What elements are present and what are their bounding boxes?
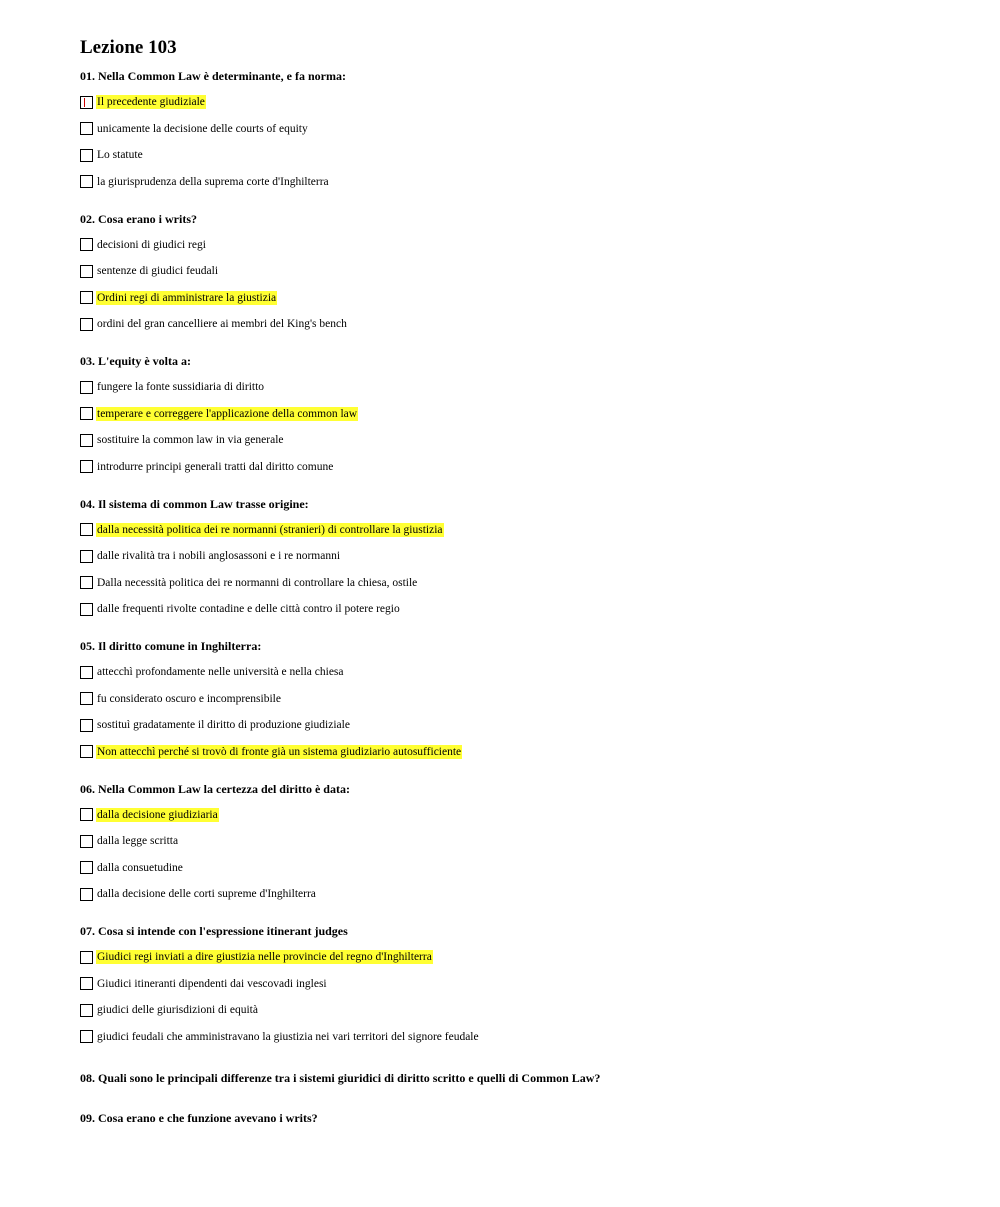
- answer-text: dalla legge scritta: [97, 835, 179, 847]
- answer-option[interactable]: [80, 833, 960, 849]
- answer-text-highlighted: dalla decisione giudiziaria: [97, 808, 218, 821]
- answer-text: ordini del gran cancelliere ai membri del King's bench: [97, 318, 347, 330]
- answer-checkbox[interactable]: [80, 888, 93, 901]
- answer-option[interactable]: [80, 290, 960, 306]
- answer-option[interactable]: [80, 575, 960, 591]
- answer-checkbox[interactable]: [80, 238, 93, 251]
- answer-option[interactable]: [80, 379, 960, 395]
- answer-option[interactable]: [80, 316, 960, 332]
- answer-option[interactable]: [80, 174, 960, 190]
- answer-text-highlighted: temperare e correggere l'applicazione della common law: [97, 407, 358, 420]
- answer-checkbox[interactable]: [80, 1030, 93, 1043]
- question-text: 01. Nella Common Law è determinante, e fa norma:: [80, 69, 346, 83]
- answer-text: la giurisprudenza della suprema corte d'Inghilterra: [97, 175, 329, 188]
- answer-checkbox[interactable]: [80, 291, 93, 304]
- answer-checkbox[interactable]: [80, 692, 93, 705]
- answer-checkbox[interactable]: [80, 381, 93, 394]
- answer-text: decisioni di giudici regi: [97, 238, 206, 251]
- answer-option[interactable]: [80, 886, 960, 902]
- answer-option[interactable]: [80, 601, 960, 617]
- question-text: 06. Nella Common Law la certezza del diritto è data:: [80, 781, 350, 796]
- question-block: [80, 354, 960, 475]
- answer-checkbox[interactable]: [80, 951, 93, 964]
- answer-checkbox[interactable]: [80, 576, 93, 589]
- answer-option[interactable]: [80, 744, 960, 760]
- question-block: [80, 639, 960, 760]
- question-text: 03. L'equity è volta a:: [80, 354, 191, 368]
- answer-option[interactable]: [80, 1029, 960, 1045]
- quiz-page: [80, 36, 960, 1125]
- open-question-text: 08. Quali sono le principali differenze tra i sistemi giuridici di diritto scritto e quelli di Common Law?: [80, 1070, 601, 1085]
- answer-text: sostituì gradatamente il diritto di produzione giudiziale: [97, 719, 350, 731]
- open-question-block: [80, 1071, 960, 1085]
- answer-text-highlighted: Non attecchì perché si trovò di fronte già un sistema giudiziario autosufficiente: [97, 745, 462, 758]
- answer-checkbox[interactable]: [80, 745, 93, 758]
- answer-option[interactable]: [80, 1002, 960, 1018]
- answer-text: Lo statute: [97, 149, 143, 161]
- open-question-list: [80, 1071, 960, 1125]
- answer-checkbox[interactable]: [80, 977, 93, 990]
- answer-checkbox[interactable]: [80, 265, 93, 278]
- answer-text: fu considerato oscuro e incomprensibile: [97, 692, 281, 705]
- answer-option[interactable]: [80, 664, 960, 680]
- answer-option[interactable]: [80, 263, 960, 279]
- answer-option[interactable]: [80, 860, 960, 876]
- open-question-block: [80, 1111, 960, 1125]
- answer-text: dalle frequenti rivolte contadine e delle città contro il potere regio: [97, 603, 400, 615]
- answer-option[interactable]: [80, 717, 960, 733]
- answer-option[interactable]: [80, 459, 960, 475]
- answer-checkbox[interactable]: [80, 434, 93, 447]
- question-block: [80, 212, 960, 333]
- question-text: 05. Il diritto comune in Inghilterra:: [80, 639, 262, 653]
- question-list: [80, 69, 960, 1045]
- answer-option[interactable]: [80, 976, 960, 992]
- answer-checkbox[interactable]: [80, 460, 93, 473]
- answer-text: dalle rivalità tra i nobili anglosassoni e i re normanni: [97, 550, 341, 562]
- answer-text: attecchì profondamente nelle università e nella chiesa: [97, 666, 344, 678]
- answer-option[interactable]: [80, 807, 960, 823]
- answer-checkbox[interactable]: [80, 96, 93, 109]
- answer-option[interactable]: [80, 522, 960, 538]
- answer-option[interactable]: [80, 949, 960, 965]
- question-text: 02. Cosa erano i writs?: [80, 211, 197, 226]
- answer-checkbox[interactable]: [80, 407, 93, 420]
- answer-checkbox[interactable]: [80, 835, 93, 848]
- lesson-title: Lezione 103: [80, 37, 177, 58]
- question-block: [80, 497, 960, 618]
- open-question-text: 09. Cosa erano e che funzione avevano i writs?: [80, 1110, 318, 1125]
- answer-option[interactable]: [80, 548, 960, 564]
- answer-option[interactable]: [80, 94, 960, 110]
- answer-text: Giudici itineranti dipendenti dai vescovadi inglesi: [97, 977, 327, 990]
- question-block: [80, 69, 960, 190]
- answer-text: dalla decisione delle corti supreme d'Inghilterra: [97, 888, 316, 900]
- answer-checkbox[interactable]: [80, 149, 93, 162]
- answer-text: Dalla necessità politica dei re normanni di controllare la chiesa, ostile: [97, 576, 418, 589]
- answer-checkbox[interactable]: [80, 122, 93, 135]
- answer-text-highlighted: Giudici regi inviati a dire giustizia nelle provincie del regno d'Inghilterra: [97, 951, 432, 963]
- answer-text-highlighted: dalla necessità politica dei re normanni (stranieri) di controllare la giustizia: [97, 523, 443, 536]
- answer-text-highlighted: Ordini regi di amministrare la giustizia: [97, 291, 277, 304]
- question-text: 04. Il sistema di common Law trasse origine:: [80, 496, 309, 511]
- answer-option[interactable]: [80, 121, 960, 137]
- answer-checkbox[interactable]: [80, 603, 93, 616]
- answer-text: sentenze di giudici feudali: [97, 265, 219, 277]
- answer-checkbox[interactable]: [80, 550, 93, 563]
- answer-option[interactable]: [80, 406, 960, 422]
- answer-text: unicamente la decisione delle courts of equity: [97, 122, 308, 135]
- question-text: 07. Cosa si intende con l'espressione itinerant judges: [80, 924, 348, 938]
- answer-checkbox[interactable]: [80, 1004, 93, 1017]
- question-block: [80, 782, 960, 903]
- answer-checkbox[interactable]: [80, 523, 93, 536]
- answer-checkbox[interactable]: [80, 861, 93, 874]
- answer-text: fungere la fonte sussidiaria di diritto: [97, 381, 265, 393]
- answer-checkbox[interactable]: [80, 666, 93, 679]
- answer-option[interactable]: [80, 147, 960, 163]
- answer-checkbox[interactable]: [80, 175, 93, 188]
- answer-checkbox[interactable]: [80, 719, 93, 732]
- answer-text: giudici delle giurisdizioni di equità: [97, 1004, 258, 1016]
- answer-text: giudici feudali che amministravano la giustizia nei vari territori del signore feudale: [97, 1030, 479, 1043]
- answer-text: introdurre principi generali tratti dal diritto comune: [97, 460, 334, 473]
- answer-text: dalla consuetudine: [97, 861, 183, 874]
- answer-checkbox[interactable]: [80, 808, 93, 821]
- answer-text: sostituire la common law in via generale: [97, 434, 284, 446]
- question-block: [80, 924, 960, 1045]
- answer-option[interactable]: [80, 691, 960, 707]
- answer-text-highlighted: Il precedente giudiziale: [97, 96, 205, 108]
- answer-option[interactable]: [80, 432, 960, 448]
- answer-checkbox[interactable]: [80, 318, 93, 331]
- answer-option[interactable]: [80, 237, 960, 253]
